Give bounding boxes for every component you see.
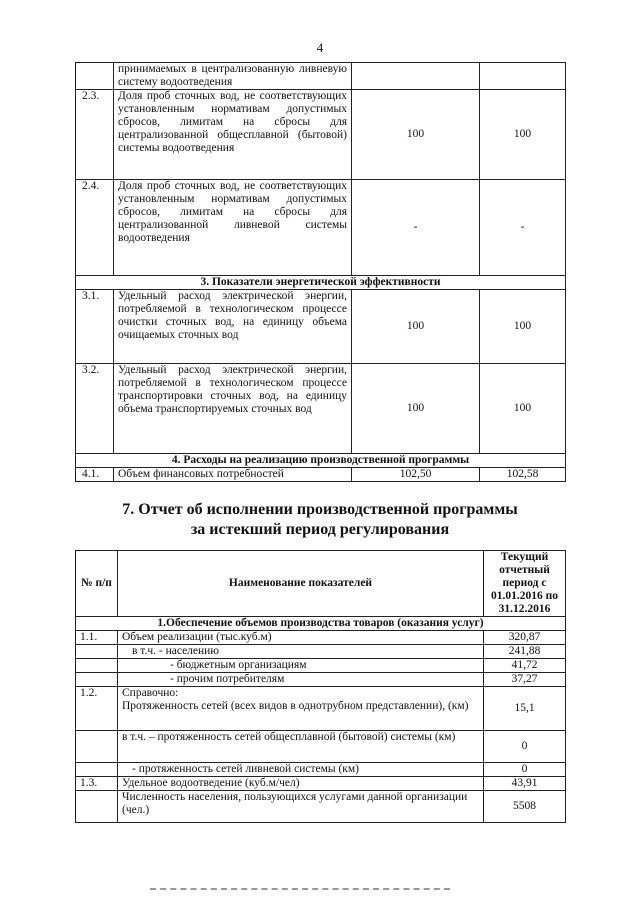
section-title: 3. Показатели энергетической эффективности — [76, 276, 566, 290]
report-heading-line1: 7. Отчет об исполнении производственной программы — [122, 501, 518, 518]
report-heading-line2: за истекший период регулирования — [190, 521, 450, 538]
row-name: в т.ч. - населению — [118, 645, 484, 659]
row-number: 2.3. — [76, 90, 114, 180]
row-value-plan — [352, 63, 480, 90]
row-number: 1.1. — [76, 631, 118, 645]
row-value: 15,1 — [484, 687, 566, 731]
table-row — [76, 791, 566, 823]
row-value: 37,27 — [484, 673, 566, 687]
row-description: Удельный расход электрической энергии, потребляемой в технологическом процессе очистки сточных вод, на единицу объема очищаемых сточных вод — [114, 290, 352, 364]
section-title: 1.Обеспечение объемов производства товаров (оказания услуг) — [76, 617, 566, 631]
row-value-plan: 102,50 — [352, 468, 480, 482]
section-title: 4. Расходы на реализацию производственной программы — [76, 454, 566, 468]
table-row — [76, 90, 566, 180]
row-value-actual: 100 — [480, 290, 566, 364]
row-number — [76, 63, 114, 90]
table-row — [76, 290, 566, 364]
row-value: 0 — [484, 763, 566, 777]
table-row — [76, 659, 566, 673]
row-value-plan: 100 — [352, 364, 480, 454]
header-name: Наименование показателей — [118, 551, 484, 617]
table-row — [76, 687, 566, 731]
row-value: 43,91 — [484, 777, 566, 791]
row-number: 2.4. — [76, 180, 114, 276]
table-row — [76, 673, 566, 687]
row-number: 4.1. — [76, 468, 114, 482]
row-name: Объем реализации (тыс.куб.м) — [118, 631, 484, 645]
row-name: Численность населения, пользующихся услугами данной организации (чел.) — [118, 791, 484, 823]
row-value-plan: 100 — [352, 90, 480, 180]
row-number — [76, 791, 118, 823]
table-row — [76, 468, 566, 482]
table-row — [76, 631, 566, 645]
section-row — [76, 454, 566, 468]
table-row — [76, 763, 566, 777]
row-number: 1.3. — [76, 777, 118, 791]
row-value-actual: - — [480, 180, 566, 276]
row-number — [76, 763, 118, 777]
row-value-actual: 102,58 — [480, 468, 566, 482]
row-value-actual: 100 — [480, 90, 566, 180]
header-num: № п/п — [76, 551, 118, 617]
row-description: принимаемых в централизованную ливневую систему водоотведения — [114, 63, 352, 90]
row-name: - прочим потребителям — [118, 673, 484, 687]
table-row — [76, 180, 566, 276]
header-period: Текущий отчетный период с 01.01.2016 по 31.12.2016 — [484, 551, 566, 617]
row-value: 320,87 — [484, 631, 566, 645]
row-value-plan: 100 — [352, 290, 480, 364]
row-number — [76, 673, 118, 687]
row-number: 3.1. — [76, 290, 114, 364]
report-table-header — [76, 551, 566, 617]
row-value: 5508 — [484, 791, 566, 823]
table-row — [76, 731, 566, 763]
report-table — [75, 550, 566, 823]
row-number — [76, 731, 118, 763]
page-edge-mark — [150, 888, 450, 896]
row-value: 0 — [484, 731, 566, 763]
table-row — [76, 364, 566, 454]
row-value-actual: 100 — [480, 364, 566, 454]
row-description: Доля проб сточных вод, не соответствующих установленным нормативам допустимых сбросов, лимитам на сбросы для централизованной ливневой системы водоотведения — [114, 180, 352, 276]
section-row — [76, 617, 566, 631]
row-number: 1.2. — [76, 687, 118, 731]
row-number — [76, 645, 118, 659]
row-name: - протяженность сетей ливневой системы (км) — [118, 763, 484, 777]
section-row — [76, 276, 566, 290]
row-description: Объем финансовых потребностей — [114, 468, 352, 482]
row-description: Доля проб сточных вод, не соответствующих установленным нормативам допустимых сбросов, лимитам на сбросы для централизованной общесплавной (бытовой) системы водоотведения — [114, 90, 352, 180]
row-name: Удельное водоотведение (куб.м/чел) — [118, 777, 484, 791]
report-heading — [0, 500, 640, 540]
row-name: в т.ч. – протяженность сетей общесплавной (бытовой) системы (км) — [118, 731, 484, 763]
indicators-table — [75, 62, 566, 482]
row-name: Справочно: Протяженность сетей (всех видов в однотрубном представлении), (км) — [118, 687, 484, 731]
row-number: 3.2. — [76, 364, 114, 454]
row-number — [76, 659, 118, 673]
row-value-actual — [480, 63, 566, 90]
row-value-plan: - — [352, 180, 480, 276]
table-row — [76, 777, 566, 791]
row-value: 241,88 — [484, 645, 566, 659]
page-number: 4 — [316, 40, 324, 55]
row-name: - бюджетным организациям — [118, 659, 484, 673]
table-row — [76, 645, 566, 659]
row-value: 41,72 — [484, 659, 566, 673]
row-description: Удельный расход электрической энергии, потребляемой в технологическом процессе транспортировки сточных вод, на единицу объема транспортируемых сточных вод — [114, 364, 352, 454]
table-row — [76, 63, 566, 90]
